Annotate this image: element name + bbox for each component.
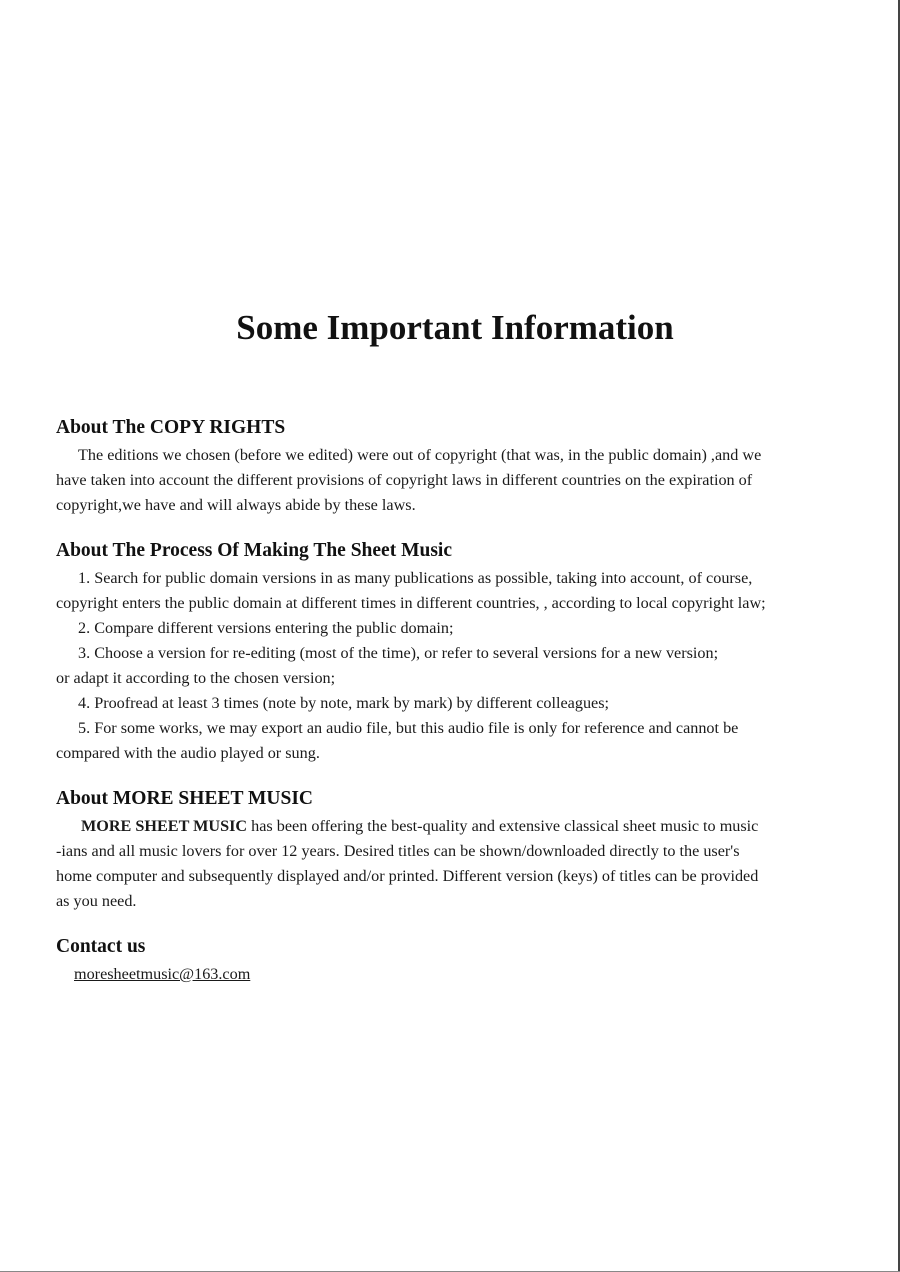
paragraph-line: copyright,we have and will always abide by these laws. bbox=[56, 496, 416, 514]
document-body bbox=[56, 415, 856, 987]
section-heading-copyrights: About The COPY RIGHTS bbox=[56, 417, 286, 438]
paragraph-line: as you need. bbox=[56, 892, 137, 910]
paragraph-line: The editions we chosen (before we edited) were out of copyright (that was, in the public domain) ,and we bbox=[78, 446, 762, 464]
process-step-2: 2. Compare different versions entering the public domain; bbox=[78, 619, 454, 637]
section-heading-process: About The Process Of Making The Sheet Music bbox=[56, 540, 452, 561]
section-heading-contact: Contact us bbox=[56, 936, 146, 957]
paragraph-line: home computer and subsequently displayed and/or printed. Different version (keys) of titles can be provided bbox=[56, 867, 759, 885]
section-more-sheet-music bbox=[56, 786, 856, 914]
brand-name: MORE SHEET MUSIC bbox=[81, 817, 248, 835]
section-process bbox=[56, 538, 856, 766]
contact-email-link[interactable]: moresheetmusic@163.com bbox=[74, 965, 251, 983]
process-step-5: 5. For some works, we may export an audio file, but this audio file is only for reference and cannot be bbox=[78, 719, 739, 737]
paragraph-line: copyright enters the public domain at different times in different countries, , according to local copyright law; bbox=[56, 594, 766, 612]
page-title: Some Important Information bbox=[236, 308, 674, 347]
process-step-1: 1. Search for public domain versions in as many publications as possible, taking into account, of course, bbox=[78, 569, 753, 587]
section-heading-more-sheet-music: About MORE SHEET MUSIC bbox=[56, 788, 313, 809]
paragraph-line: have taken into account the different provisions of copyright laws in different countries on the expiration of bbox=[56, 471, 753, 489]
section-contact bbox=[56, 934, 856, 987]
paragraph-line: or adapt it according to the chosen version; bbox=[56, 669, 336, 687]
section-copyrights bbox=[56, 415, 856, 518]
paragraph-line: -ians and all music lovers for over 12 years. Desired titles can be shown/downloaded directly to the user's bbox=[56, 842, 740, 860]
paragraph-line: compared with the audio played or sung. bbox=[56, 744, 320, 762]
process-step-3: 3. Choose a version for re-editing (most of the time), or refer to several versions for a new version; bbox=[78, 644, 719, 662]
paragraph-line bbox=[56, 814, 856, 839]
paragraph-text: has been offering the best-quality and extensive classical sheet music to music bbox=[247, 817, 759, 835]
process-step-4: 4. Proofread at least 3 times (note by note, mark by mark) by different colleagues; bbox=[78, 694, 610, 712]
